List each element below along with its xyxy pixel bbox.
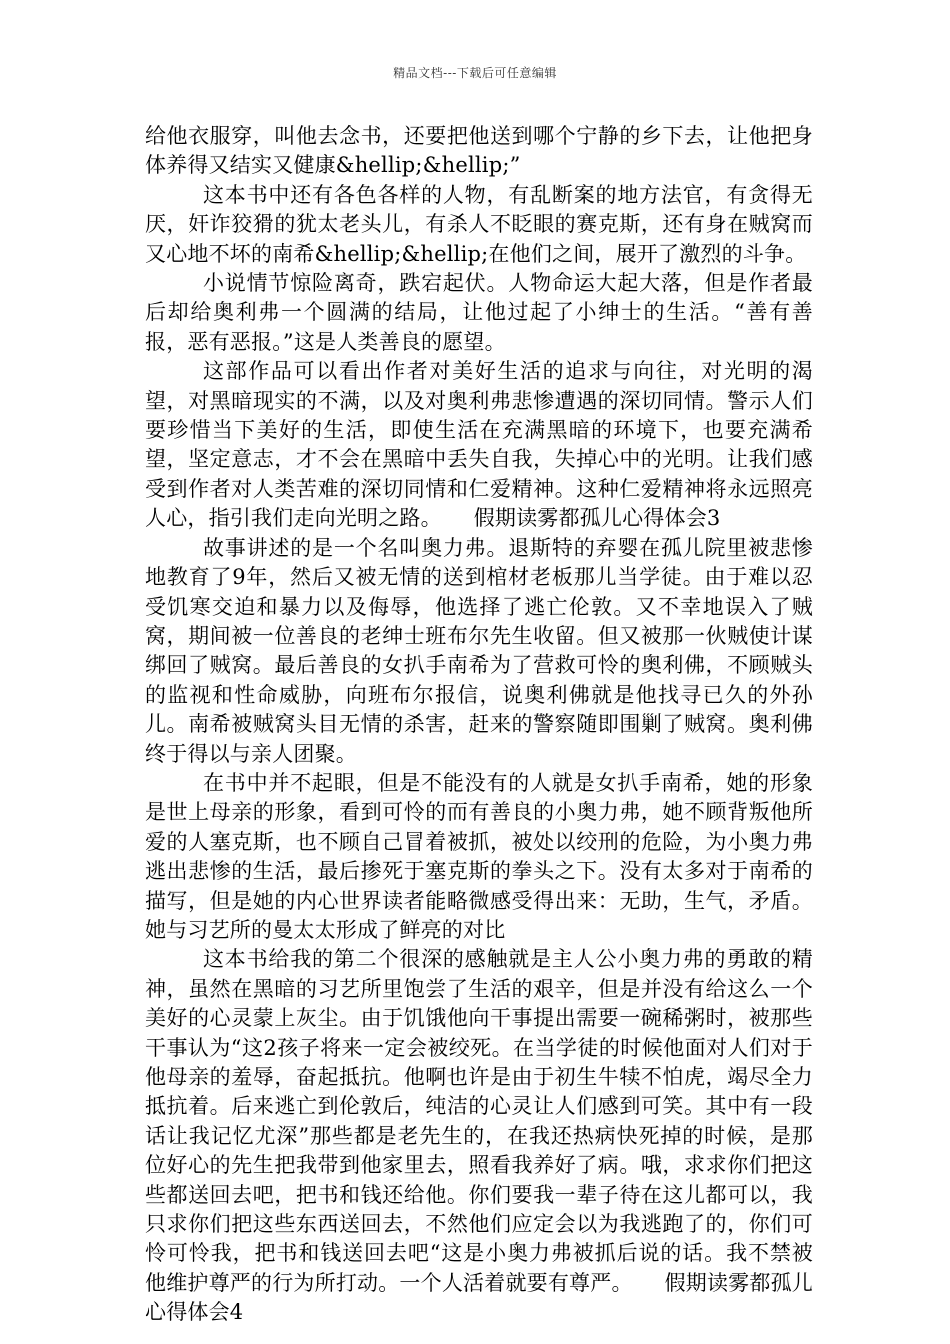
paragraph: 故事讲述的是一个名叫奥力弗。退斯特的弃婴在孤儿院里被悲惨地教育了9年，然后又被无情的送到棺材老板那儿当学徒。由于难以忍受饥寒交迫和暴力以及侮辱，他选择了逃亡伦敦。又不幸地误入了贼窝，期间被一位善良的老绅士班布尔先生收留。但又被那一伙贼使计谋绑回了贼窝。最后善良的女扒手南希为了营救可怜的奥利佛，不顾贼头的监视和性命威胁，向班布尔报信，说奥利佛就是他找寻已久的外孙儿。南希被贼窝头目无情的杀害，赶来的警察随即围剿了贼窝。奥利佛终于得以与亲人团聚。 bbox=[145, 535, 813, 766]
paragraph: 这部作品可以看出作者对美好生活的追求与向往，对光明的渴望，对黑暗现实的不满，以及对奥利弗悲惨遭遇的深切同情。警示人们要珍惜当下美好的生活，即使生活在充满黑暗的环境下，也要充满希望，坚定意志，才不会在黑暗中丢失自我，失掉心中的光明。让我们感受到作者对人类苦难的深切同情和仁爱精神。这种仁爱精神将永远照亮人心，指引我们走向光明之路。 假期读雾都孤儿心得体会3 bbox=[145, 359, 813, 531]
paragraph: 小说情节惊险离奇，跌宕起伏。人物命运大起大落，但是作者最后却给奥利弗一个圆满的结局，让他过起了小绅士的生活。“善有善报，恶有恶报。”这是人类善良的愿望。 bbox=[145, 271, 813, 354]
paragraph: 这本书给我的第二个很深的感触就是主人公小奥力弗的勇敢的精神，虽然在黑暗的习艺所里饱尝了生活的艰辛，但是并没有给这么一个美好的心灵蒙上灰尘。由于饥饿他向干事提出需要一碗稀粥时，被那些干事认为“这2孩子将来一定会被绞死。在当学徒的时候他面对人们对于他母亲的羞辱，奋起抵抗。他啊也许是由于初生牛犊不怕虎，竭尽全力抵抗着。后来逃亡到伦敦后，纯洁的心灵让人们感到可笑。其中有一段话让我记忆尤深”那些都是老先生的，在我还热病快死掉的时候，是那位好心的先生把我带到他家里去，照看我养好了病。哦，求求你们把这些都送回去吧，把书和钱还给他。你们要我一辈子待在这儿都可以，我只求你们把这些东西送回去，不然他们应定会以为我逃跑了的，你们可怜可怜我，把书和钱送回去吧“这是小奥力弗被抓后说的话。我不禁被他维护尊严的行为所打动。一个人活着就要有尊严。 假期读雾都孤儿心得体会4 bbox=[145, 947, 813, 1325]
document-body bbox=[145, 122, 813, 1328]
paragraph: 在书中并不起眼，但是不能没有的人就是女扒手南希，她的形象是世上母亲的形象，看到可怜的而有善良的小奥力弗，她不顾背叛他所爱的人塞克斯，也不顾自己冒着被抓，被处以绞刑的危险，为小奥力弗逃出悲惨的生活，最后掺死于塞克斯的拳头之下。没有太多对于南希的描写，但是她的内心世界读者能略微感受得出来：无助，生气，矛盾。她与习艺所的曼太太形成了鲜亮的对比 bbox=[145, 770, 813, 942]
paragraph-continuation: 给他衣服穿，叫他去念书，还要把他送到哪个宁静的乡下去，让他把身体养得又结实又健康&hellip;&hellip;” bbox=[145, 124, 813, 178]
paragraph: 这本书中还有各色各样的人物，有乱断案的地方法官，有贪得无厌，奸诈狡猾的犹太老头儿，有杀人不眨眼的赛克斯，还有身在贼窝而又心地不坏的南希&hellip;&hellip;在他们之间，展开了激烈的斗争。 bbox=[145, 182, 813, 266]
page-header: 精品文档---下载后可任意编辑 bbox=[393, 66, 557, 80]
